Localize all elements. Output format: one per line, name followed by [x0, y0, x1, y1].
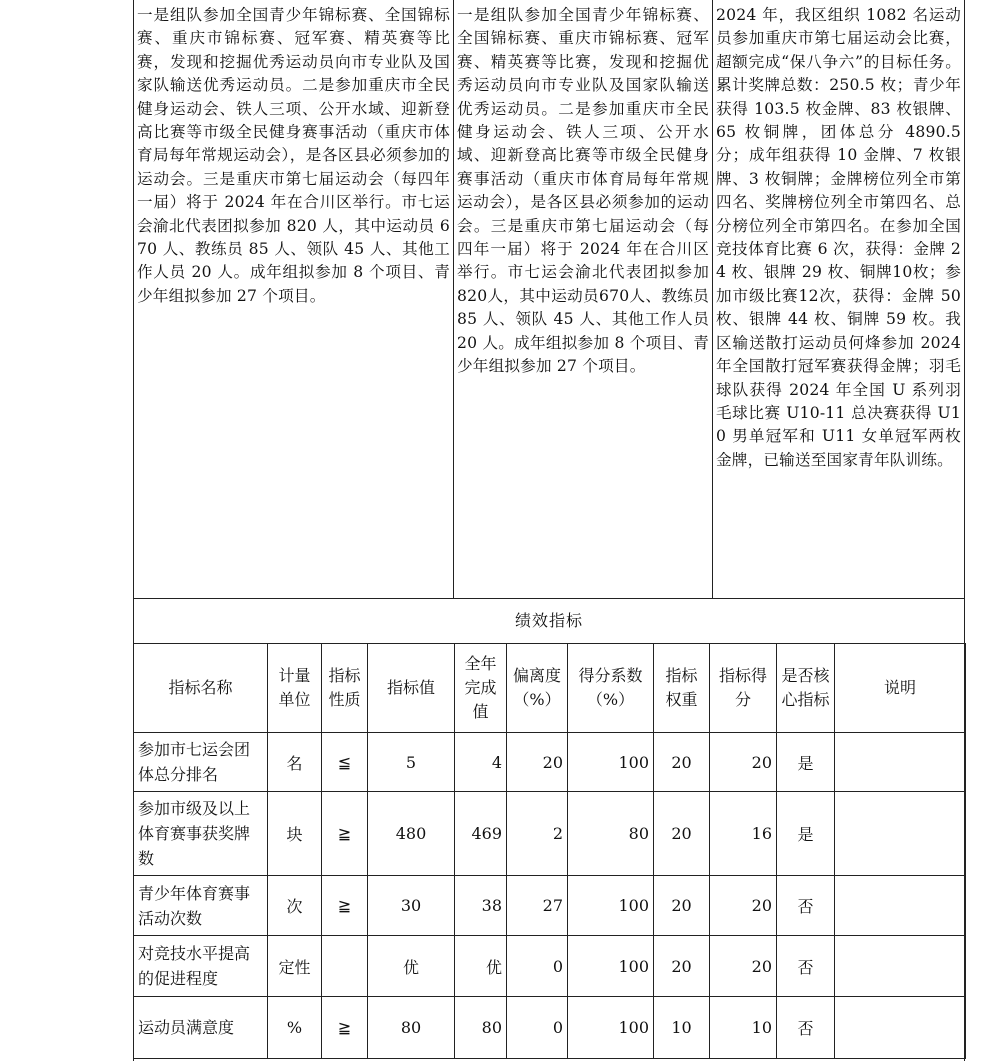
- row-nature: ≧: [322, 876, 368, 936]
- row-actual: 38: [455, 876, 507, 936]
- row-actual: 优: [455, 936, 507, 997]
- row-score: 20: [710, 876, 777, 936]
- header-deviation: 偏离度（%）: [507, 644, 568, 733]
- row-coef: 100: [568, 876, 654, 936]
- row-nature: ≧: [322, 792, 368, 876]
- row-score: 20: [710, 733, 777, 792]
- row-score: 10: [710, 997, 777, 1059]
- section-title: 绩效指标: [514, 611, 583, 630]
- header-weight: 指标权重: [654, 644, 710, 733]
- row-deviation: 0: [507, 936, 568, 997]
- header-unit: 计量单位: [268, 644, 322, 733]
- row-name: 运动员满意度: [134, 997, 268, 1059]
- table-row: [134, 876, 966, 936]
- row-deviation: 27: [507, 876, 568, 936]
- goal-description-col1: 一是组队参加全国青少年锦标赛、全国锦标赛、重庆市锦标赛、冠军赛、精英赛等比赛，发现和挖掘优秀运动员向市专业队及国家队输送优秀运动员。二是参加重庆市全民健身运动会、铁人三项、公开水域、迎新登高比赛等市级全民健身赛事活动（重庆市体育局每年常规运动会），是各区县必须参加的运动会。三是重庆市第七届运动会（每四年一届）将于 2024 年在合川区举行。市七运会渝北代表团拟参加 820 人，其中运动员 670 人、教练员 85 人、领队 45 人、其他工作人员 20 人。成年组拟参加 8 个项目、青少年组拟参加 27 个项目。: [137, 6, 450, 305]
- header-note: 说明: [835, 644, 966, 733]
- header-score: 指标得分: [710, 644, 777, 733]
- row-core: 否: [777, 997, 835, 1059]
- header-core: 是否核心指标: [777, 644, 835, 733]
- row-actual: 80: [455, 997, 507, 1059]
- row-name: 青少年体育赛事活动次数: [134, 876, 268, 936]
- row-target: 5: [368, 733, 455, 792]
- indicator-table: [133, 643, 966, 1059]
- row-coef: 80: [568, 792, 654, 876]
- row-unit: 次: [268, 876, 322, 936]
- table-header-row: [134, 644, 966, 733]
- table-row: [134, 792, 966, 876]
- row-note: [835, 997, 966, 1059]
- goal-description-col2: 一是组队参加全国青少年锦标赛、全国锦标赛、重庆市锦标赛、冠军赛、精英赛等比赛，发现和挖掘优秀运动员向市专业队及国家队输送优秀运动员。二是参加重庆市全民健身运动会、铁人三项、公开水域、迎新登高比赛等市级全民健身赛事活动（重庆市体育局每年常规运动会），是各区县必须参加的运动会。三是重庆市第七届运动会（每四年一届）将于 2024 年在合川区举行。市七运会渝北代表团拟参加 820人，其中运动员670人、教练员85 人、领队 45 人、其他工作人员 20 人。成年组拟参加 8 个项目、青少年组拟参加 27 个项目。: [457, 6, 709, 376]
- row-core: 否: [777, 876, 835, 936]
- row-core: 是: [777, 792, 835, 876]
- row-deviation: 20: [507, 733, 568, 792]
- row-note: [835, 876, 966, 936]
- row-target: 优: [368, 936, 455, 997]
- row-weight: 20: [654, 733, 710, 792]
- header-target: 指标值: [368, 644, 455, 733]
- table-row: [134, 733, 966, 792]
- row-actual: 469: [455, 792, 507, 876]
- row-core: 是: [777, 733, 835, 792]
- row-deviation: 0: [507, 997, 568, 1059]
- row-name: 参加市级及以上体育赛事获奖牌数: [134, 792, 268, 876]
- row-target: 480: [368, 792, 455, 876]
- row-coef: 100: [568, 997, 654, 1059]
- row-score: 16: [710, 792, 777, 876]
- row-weight: 20: [654, 792, 710, 876]
- row-score: 20: [710, 936, 777, 997]
- table-row: [134, 936, 966, 997]
- row-weight: 20: [654, 936, 710, 997]
- row-unit: 名: [268, 733, 322, 792]
- row-weight: 20: [654, 876, 710, 936]
- row-note: [835, 936, 966, 997]
- row-target: 30: [368, 876, 455, 936]
- row-target: 80: [368, 997, 455, 1059]
- row-nature: ≦: [322, 733, 368, 792]
- row-unit: %: [268, 997, 322, 1059]
- header-nature: 指标性质: [322, 644, 368, 733]
- row-name: 参加市七运会团体总分排名: [134, 733, 268, 792]
- table-row: [134, 997, 966, 1059]
- row-actual: 4: [455, 733, 507, 792]
- row-coef: 100: [568, 733, 654, 792]
- row-name: 对竞技水平提高的促进程度: [134, 936, 268, 997]
- header-coef: 得分系数（%）: [568, 644, 654, 733]
- row-weight: 10: [654, 997, 710, 1059]
- row-deviation: 2: [507, 792, 568, 876]
- header-indicator-name: 指标名称: [134, 644, 268, 733]
- row-unit: 块: [268, 792, 322, 876]
- row-unit: 定性: [268, 936, 322, 997]
- row-coef: 100: [568, 936, 654, 997]
- header-actual: 全年完成值: [455, 644, 507, 733]
- row-nature: ≧: [322, 997, 368, 1059]
- row-note: [835, 733, 966, 792]
- performance-sheet: [133, 0, 965, 1061]
- achievement-description-col3: 2024 年，我区组织 1082 名运动员参加重庆市第七届运动会比赛，超额完成“保八争六”的目标任务。累计奖牌总数：250.5 枚；青少年获得 103.5 枚金牌、83 枚银牌、65 枚铜牌，团体总分 4890.5 分；成年组获得 10 金牌、7 枚银牌、3 枚铜牌；金牌榜位列全市第四名、奖牌榜位列全市第四名、总分榜位列全市第四名。在参加全国竞技体育比赛 6 次，获得：金牌 24 枚、银牌 29 枚、铜牌10枚；参加市级比赛12次，获得：金牌 50 枚、银牌 44 枚、铜牌 59 枚。我区输送散打运动员何烽参加 2024 年全国散打冠军赛获得金牌；羽毛球队获得 2024 年全国 U 系列羽毛球比赛 U10-11 总决赛获得 U10 男单冠军和 U11 女单冠军两枚金牌，已输送至国家青年队训练。: [716, 6, 961, 469]
- row-nature: [322, 936, 368, 997]
- row-note: [835, 792, 966, 876]
- row-core: 否: [777, 936, 835, 997]
